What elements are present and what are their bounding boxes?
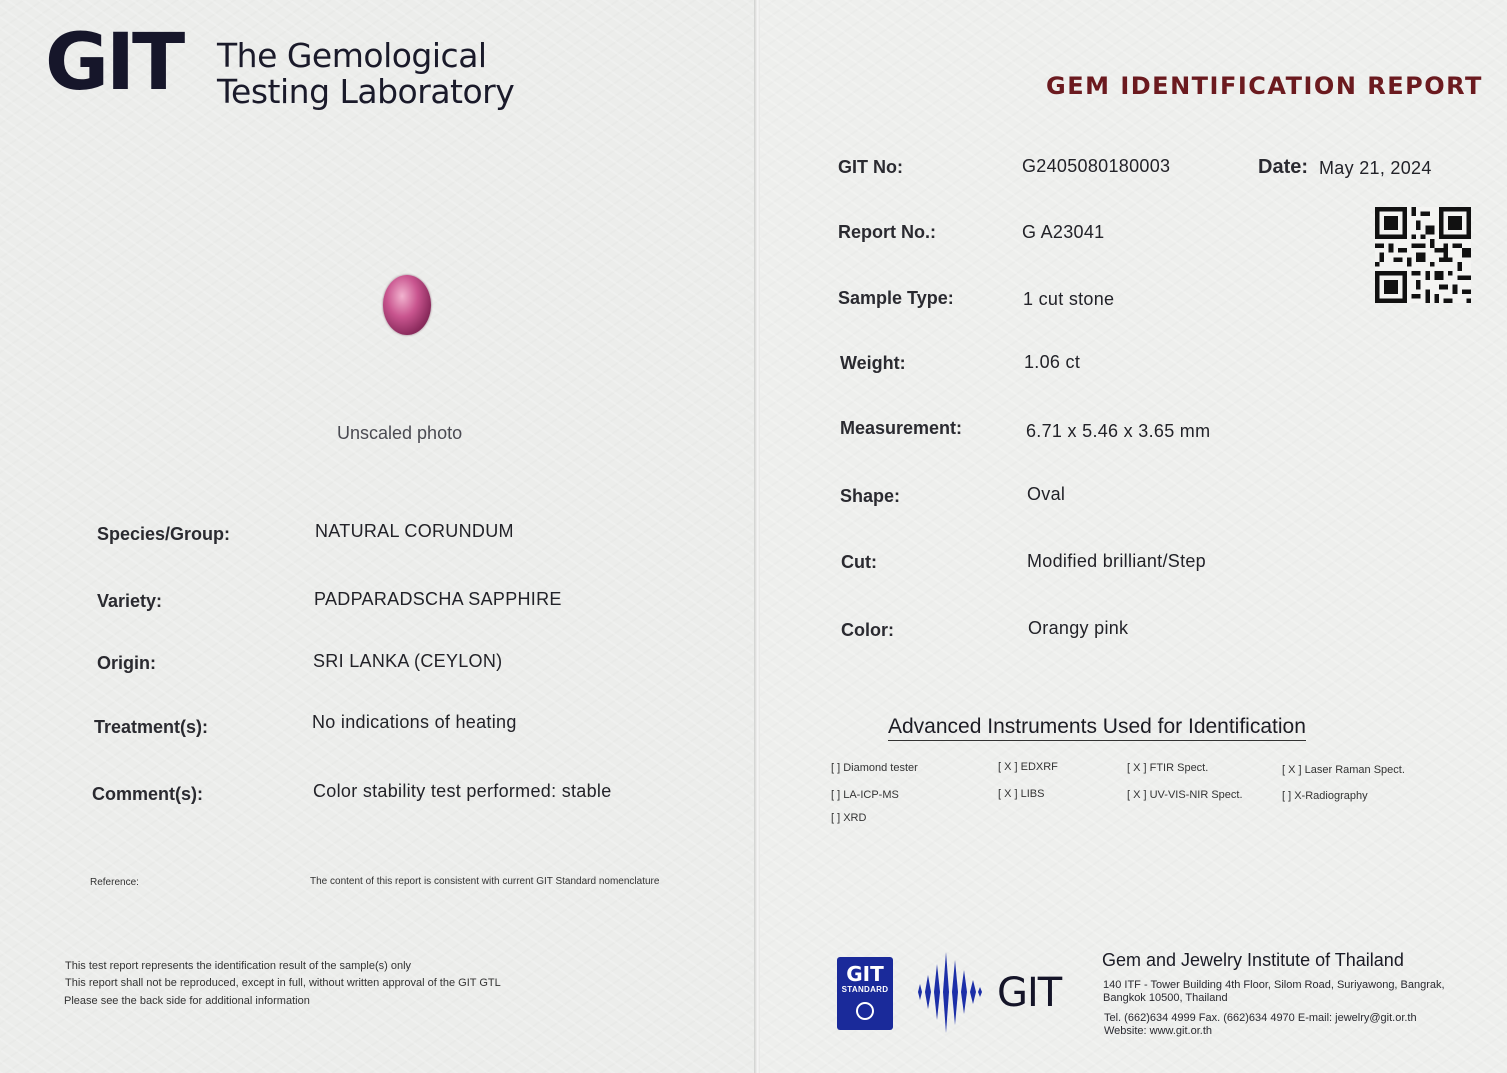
seal-icon <box>856 1002 874 1020</box>
weight-value: 1.06 ct <box>1024 352 1081 372</box>
git-no-value: G2405080180003 <box>1022 156 1171 176</box>
qr-code-icon <box>1375 207 1471 303</box>
contact-line: Tel. (662)634 4999 Fax. (662)634 4970 E-mail: jewelry@git.or.th <box>1104 1012 1417 1024</box>
git-no-label: GIT No: <box>838 157 903 177</box>
instrument-item: [ ] X-Radiography <box>1282 790 1368 802</box>
origin-label: Origin: <box>97 653 156 673</box>
instruments-title: Advanced Instruments Used for Identification <box>888 715 1306 741</box>
instrument-item: [ X ] FTIR Spect. <box>1127 762 1209 774</box>
cut-value: Modified brilliant/Step <box>1027 551 1206 571</box>
treatment-label: Treatment(s): <box>94 717 209 737</box>
git-logo-mark: GIT <box>45 18 183 108</box>
photo-caption: Unscaled photo <box>337 423 463 443</box>
measurement-label: Measurement: <box>840 418 963 438</box>
instrument-item: [ ] Diamond tester <box>831 762 918 774</box>
lab-name-line1: The Gemological <box>217 36 487 75</box>
species-value: NATURAL CORUNDUM <box>315 521 514 541</box>
color-label: Color: <box>841 620 894 640</box>
shape-label: Shape: <box>840 486 901 506</box>
git-wave-logo-icon <box>915 950 985 1035</box>
sample-type-value: 1 cut stone <box>1023 289 1115 309</box>
disclaimer-line-2: This report shall not be reproduced, except in full, without written approval of the GIT GTL <box>65 977 501 989</box>
species-label: Species/Group: <box>97 524 231 544</box>
reference-label: Reference: <box>90 877 139 888</box>
color-value: Orangy pink <box>1028 618 1129 638</box>
measurement-value: 6.71 x 5.46 x 3.65 mm <box>1026 421 1211 441</box>
reference-text: The content of this report is consistent with current GIT Standard nomenclature <box>310 876 660 887</box>
instrument-item: [ X ] UV-VIS-NIR Spect. <box>1127 789 1243 801</box>
shape-value: Oval <box>1027 484 1066 504</box>
disclaimer-line-1: This test report represents the identification result of the sample(s) only <box>65 960 412 972</box>
treatment-value: No indications of heating <box>312 712 517 732</box>
lab-name <box>217 38 514 110</box>
badge-text: GIT <box>846 962 884 986</box>
badge-subtext: STANDARD <box>841 985 889 994</box>
website-line: Website: www.git.or.th <box>1104 1025 1213 1037</box>
instrument-item: [ X ] Laser Raman Spect. <box>1282 764 1405 776</box>
address-line-1: 140 ITF - Tower Building 4th Floor, Silom Road, Suriyawong, Bangrak, <box>1103 979 1445 991</box>
variety-value: PADPARADSCHA SAPPHIRE <box>314 589 562 609</box>
git-standard-badge <box>837 957 893 1030</box>
variety-label: Variety: <box>97 591 163 611</box>
address-line-2: Bangkok 10500, Thailand <box>1103 992 1228 1004</box>
comment-label: Comment(s): <box>92 784 203 804</box>
report-no-value: G A23041 <box>1022 222 1105 242</box>
git-footer-logo: GIT <box>997 970 1062 1016</box>
instrument-item: [ X ] LIBS <box>998 788 1045 800</box>
comment-value: Color stability test performed: stable <box>313 781 612 801</box>
instrument-item: [ ] LA-ICP-MS <box>831 789 899 801</box>
origin-value: SRI LANKA (CEYLON) <box>313 651 503 671</box>
instrument-item: [ X ] EDXRF <box>998 761 1058 773</box>
date-value: May 21, 2024 <box>1319 158 1432 178</box>
lab-name-line2: Testing Laboratory <box>217 72 515 111</box>
instrument-item: [ ] XRD <box>831 812 867 824</box>
date-label: Date: <box>1258 156 1309 178</box>
report-no-label: Report No.: <box>838 222 936 242</box>
gemstone-photo <box>383 275 431 335</box>
disclaimer-line-3: Please see the back side for additional information <box>64 995 310 1007</box>
sample-type-label: Sample Type: <box>838 288 954 308</box>
report-title: GEM IDENTIFICATION REPORT <box>1046 72 1483 100</box>
institute-name: Gem and Jewelry Institute of Thailand <box>1102 950 1404 970</box>
cut-label: Cut: <box>841 552 877 572</box>
weight-label: Weight: <box>840 353 906 373</box>
